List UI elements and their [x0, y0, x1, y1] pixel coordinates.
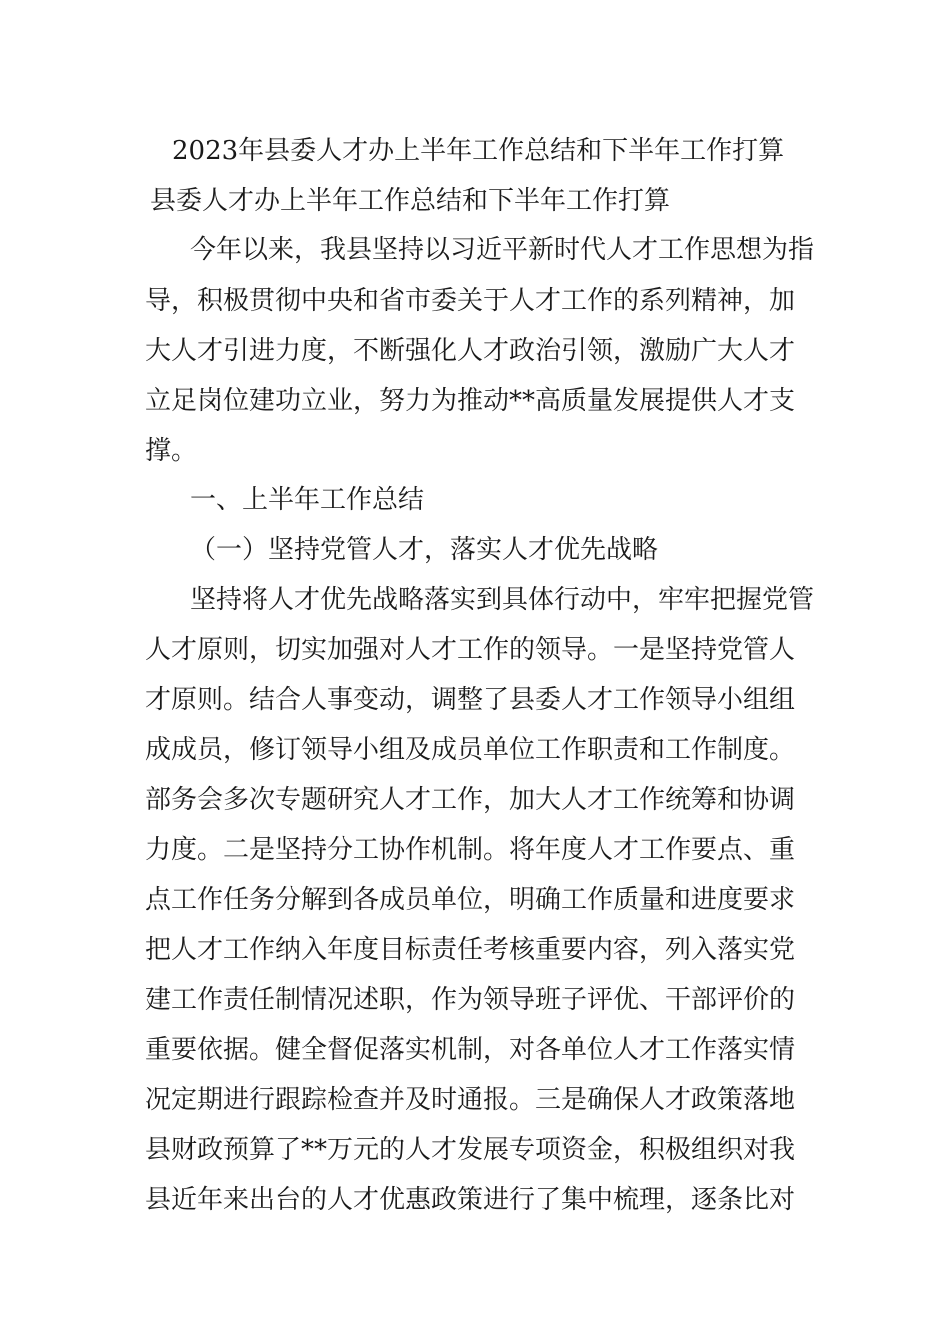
document-subtitle: 县委人才办上半年工作总结和下半年工作打算	[150, 186, 671, 216]
body-line: 立足岗位建功立业，努力为推动**高质量发展提供人才支	[145, 386, 796, 416]
body-line: 况定期进行跟踪检查并及时通报。三是确保人才政策落地	[145, 1085, 796, 1115]
section-heading: 一、上半年工作总结	[190, 485, 425, 515]
body-line: 力度。二是坚持分工协作机制。将年度人才工作要点、重	[145, 835, 796, 865]
body-line: 县财政预算了**万元的人才发展专项资金，积极组织对我	[145, 1135, 796, 1165]
subsection-heading: （一）坚持党管人才，落实人才优先战略	[190, 535, 659, 565]
body-line: 撑。	[145, 436, 198, 466]
body-line: 县近年来出台的人才优惠政策进行了集中梳理，逐条比对	[145, 1185, 796, 1215]
body-line: 重要依据。健全督促落实机制，对各单位人才工作落实情	[145, 1035, 796, 1065]
body-line: 建工作责任制情况述职，作为领导班子评优、干部评价的	[145, 985, 796, 1015]
document-title: 2023年县委人才办上半年工作总结和下半年工作打算	[172, 136, 785, 166]
body-line: 点工作任务分解到各成员单位，明确工作质量和进度要求	[145, 885, 796, 915]
body-line: 坚持将人才优先战略落实到具体行动中，牢牢把握党管	[190, 585, 815, 615]
body-line: 今年以来，我县坚持以习近平新时代人才工作思想为指	[190, 235, 815, 265]
body-line: 导，积极贯彻中央和省市委关于人才工作的系列精神，加	[145, 286, 796, 316]
body-line: 成成员，修订领导小组及成员单位工作职责和工作制度。	[145, 735, 796, 765]
body-line: 大人才引进力度，不断强化人才政治引领，激励广大人才	[145, 336, 796, 366]
body-line: 把人才工作纳入年度目标责任考核重要内容，列入落实党	[145, 935, 796, 965]
body-line: 部务会多次专题研究人才工作，加大人才工作统筹和协调	[145, 785, 796, 815]
body-line: 人才原则，切实加强对人才工作的领导。一是坚持党管人	[145, 635, 796, 665]
body-line: 才原则。结合人事变动，调整了县委人才工作领导小组组	[145, 685, 796, 715]
